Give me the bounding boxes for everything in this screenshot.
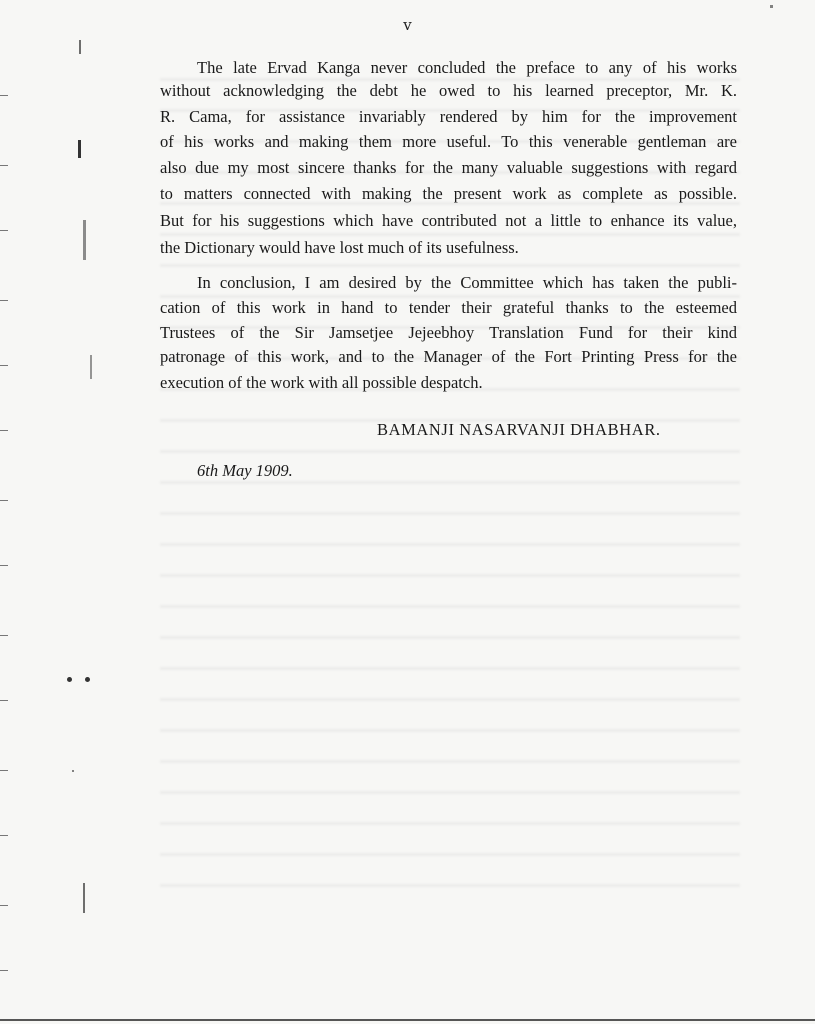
margin-tick bbox=[0, 970, 8, 971]
paragraph-line: to matters connected with making the present work as complete as possible. bbox=[160, 184, 737, 203]
paragraph-line: execution of the work with all possible despatch. bbox=[160, 373, 483, 392]
binding-mark bbox=[83, 883, 85, 913]
margin-tick bbox=[0, 770, 8, 771]
paragraph-line: the Dictionary would have lost much of its usefulness. bbox=[160, 238, 519, 257]
margin-tick bbox=[0, 565, 8, 566]
margin-tick bbox=[0, 500, 8, 501]
binding-mark bbox=[79, 40, 81, 54]
margin-tick bbox=[0, 300, 8, 301]
paragraph-line: R. Cama, for assistance invariably rendered by him for the improvement bbox=[160, 107, 737, 126]
paragraph-line: In conclusion, I am desired by the Committee which has taken the publi- bbox=[197, 273, 737, 292]
paragraph-line: also due my most sincere thanks for the many valuable suggestions with regard bbox=[160, 158, 737, 177]
margin-tick bbox=[0, 635, 8, 636]
binding-mark bbox=[83, 220, 86, 260]
binding-mark bbox=[78, 140, 81, 158]
margin-tick bbox=[0, 165, 8, 166]
margin-tick bbox=[0, 905, 8, 906]
paragraph-line: The late Ervad Kanga never concluded the preface to any of his works bbox=[197, 58, 737, 77]
margin-tick bbox=[0, 835, 8, 836]
corner-speck bbox=[770, 5, 773, 8]
paragraph-line: without acknowledging the debt he owed to his learned preceptor, Mr. K. bbox=[160, 81, 737, 100]
paragraph-line: patronage of this work, and to the Manager of the Fort Printing Press for the bbox=[160, 347, 737, 366]
binding-dot bbox=[67, 677, 72, 682]
binding-mark bbox=[90, 355, 92, 379]
margin-tick bbox=[0, 95, 8, 96]
paragraph-line: cation of this work in hand to tender their grateful thanks to the esteemed bbox=[160, 298, 737, 317]
preface-date: 6th May 1909. bbox=[197, 461, 293, 480]
page-number: v bbox=[403, 16, 412, 34]
margin-tick bbox=[0, 700, 8, 701]
margin-tick bbox=[0, 230, 8, 231]
paragraph-line: of his works and making them more useful. To this venerable gentleman are bbox=[160, 132, 737, 151]
binding-dot bbox=[85, 677, 90, 682]
margin-tick bbox=[0, 430, 8, 431]
margin-tick bbox=[0, 365, 8, 366]
scan-bottom-edge bbox=[0, 1019, 815, 1021]
binding-mark bbox=[72, 770, 74, 772]
paragraph-line: Trustees of the Sir Jamsetjee Jejeebhoy Translation Fund for their kind bbox=[160, 323, 737, 342]
author-signature: BAMANJI NASARVANJI DHABHAR. bbox=[377, 420, 661, 439]
paragraph-line: But for his suggestions which have contributed not a little to enhance its value, bbox=[160, 211, 737, 230]
